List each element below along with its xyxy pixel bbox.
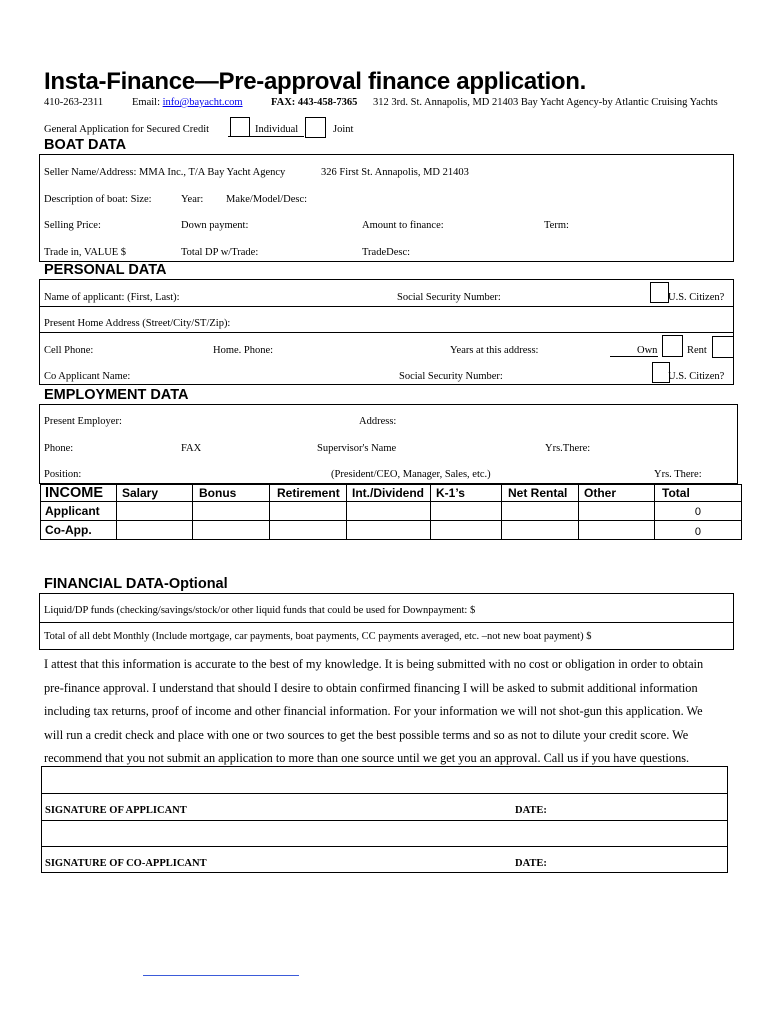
ssn-label[interactable]: Social Security Number:: [397, 292, 501, 303]
citizen-label: U.S. Citizen?: [668, 292, 725, 303]
applicant-bonus-cell[interactable]: [192, 501, 270, 521]
years-there-label-2[interactable]: Yrs. There:: [654, 469, 702, 480]
attestation-line: recommend that you not submit an application to more than one source until we get you an approval. Call us if you have questions.: [44, 751, 690, 765]
co-citizen-label: U.S. Citizen?: [668, 371, 725, 382]
years-address-label[interactable]: Years at this address:: [450, 345, 539, 356]
total-dp-label[interactable]: Total DP w/Trade:: [181, 247, 259, 258]
header-email: [132, 97, 243, 108]
other-header: Other: [584, 486, 617, 500]
table-row: [40, 501, 117, 521]
rent-checkbox[interactable]: [712, 336, 734, 358]
applicant-salary-cell[interactable]: [116, 501, 193, 521]
boat-make-label[interactable]: Make/Model/Desc:: [226, 194, 308, 205]
co-app-bonus-cell[interactable]: [192, 520, 270, 540]
trade-desc-label[interactable]: TradeDesc:: [362, 247, 411, 258]
co-ssn-label[interactable]: Social Security Number:: [399, 371, 503, 382]
amount-finance-label[interactable]: Amount to finance:: [362, 220, 444, 231]
header-address: 312 3rd. St. Annapolis, MD 21403 Bay Yacht Agency-by Atlantic Cruising Yachts: [373, 97, 718, 108]
term-label[interactable]: Term:: [544, 220, 569, 231]
seller-label: Seller Name/Address: MMA Inc., T/A Bay Yacht Agency: [44, 167, 286, 178]
attestation-line: I attest that this information is accurate to the best of my knowledge. It is being submitted with no cost or obligation in order to obtain: [44, 657, 704, 671]
table-row: [40, 520, 117, 540]
employer-address-label[interactable]: Address:: [359, 416, 397, 427]
bonus-header: Bonus: [199, 486, 237, 500]
boat-year-label[interactable]: Year:: [181, 194, 204, 205]
total-header: Total: [662, 486, 690, 500]
applicant-signature-label[interactable]: SIGNATURE OF APPLICANT: [45, 805, 187, 816]
applicant-other-cell[interactable]: [578, 501, 655, 521]
joint-label: Joint: [333, 124, 354, 135]
salary-header: Salary: [122, 486, 159, 500]
co-app-salary-cell[interactable]: [116, 520, 193, 540]
attestation-line: including tax returns, proof of income and other financial information. For your information we will not shot-gun this application. We: [44, 704, 703, 718]
individual-checkbox[interactable]: [230, 117, 250, 137]
boat-data-heading: BOAT DATA: [44, 137, 127, 153]
employer-phone-label[interactable]: Phone:: [44, 443, 74, 454]
net-rental-header: Net Rental: [508, 486, 568, 500]
co-applicant-date-label[interactable]: DATE:: [515, 858, 547, 869]
applicant-rental-cell[interactable]: [501, 501, 579, 521]
footer-divider: [143, 975, 299, 976]
co-app-total-value: 0: [694, 526, 701, 538]
employer-label[interactable]: Present Employer:: [44, 416, 122, 427]
cell-phone-label[interactable]: Cell Phone:: [44, 345, 94, 356]
co-app-rental-cell[interactable]: [501, 520, 579, 540]
boat-description-label[interactable]: Description of boat: Size:: [44, 194, 152, 205]
attestation-line: pre-finance approval. I understand that should I desire to obtain confirmed financing I will be asked to submit additional information: [44, 680, 698, 695]
supervisor-label[interactable]: Supervisor's Name: [317, 443, 397, 454]
general-application-label: General Application for Secured Credit: [44, 124, 210, 135]
trade-in-label[interactable]: Trade in, VALUE $: [44, 247, 127, 258]
co-app-row-label: Co-App.: [45, 523, 92, 537]
applicant-k1-cell[interactable]: [430, 501, 502, 521]
co-app-retirement-cell[interactable]: [269, 520, 347, 540]
co-app-k1-cell[interactable]: [430, 520, 502, 540]
applicant-total-value: 0: [694, 506, 701, 518]
email-label: Email:: [132, 97, 160, 108]
down-payment-label[interactable]: Down payment:: [181, 220, 249, 231]
header-fax: FAX: 443-458-7365: [271, 97, 358, 108]
seller-address: 326 First St. Annapolis, MD 21403: [321, 167, 469, 178]
applicant-date-label[interactable]: DATE:: [515, 805, 547, 816]
rent-label: Rent: [687, 345, 707, 356]
applicant-row-label: Applicant: [45, 504, 100, 518]
years-there-label[interactable]: Yrs.There:: [545, 443, 591, 454]
employment-data-heading: EMPLOYMENT DATA: [44, 387, 189, 403]
home-phone-label[interactable]: Home. Phone:: [213, 345, 274, 356]
dividend-header: Int./Dividend: [352, 486, 424, 500]
applicant-total-cell: [654, 501, 742, 521]
position-hint: (President/CEO, Manager, Sales, etc.): [331, 469, 491, 480]
citizen-checkbox[interactable]: [650, 282, 669, 303]
home-address-label[interactable]: Present Home Address (Street/City/ST/Zip):: [44, 318, 231, 329]
applicant-retirement-cell[interactable]: [269, 501, 347, 521]
monthly-debt-label[interactable]: Total of all debt Monthly (Include mortgage, car payments, boat payments, CC payments averaged, etc. –not new boat payment) $: [44, 631, 592, 642]
personal-data-heading: PERSONAL DATA: [44, 262, 167, 278]
k1-header: K-1’s: [436, 486, 465, 500]
retirement-header: Retirement: [277, 486, 340, 500]
co-app-other-cell[interactable]: [578, 520, 655, 540]
employer-fax-label[interactable]: FAX: [181, 443, 202, 454]
liquid-funds-label[interactable]: Liquid/DP funds (checking/savings/stock/or other liquid funds that could be used for Downpayment: $: [44, 605, 476, 616]
position-label[interactable]: Position:: [44, 469, 82, 480]
selling-price-label[interactable]: Selling Price:: [44, 220, 101, 231]
income-header: INCOME: [45, 485, 103, 501]
own-label: Own: [637, 345, 658, 356]
joint-checkbox[interactable]: [305, 117, 326, 138]
co-applicant-name-label[interactable]: Co Applicant Name:: [44, 371, 131, 382]
applicant-dividend-cell[interactable]: [346, 501, 431, 521]
co-app-dividend-cell[interactable]: [346, 520, 431, 540]
individual-label: Individual: [255, 124, 299, 135]
co-app-total-cell: [654, 520, 742, 540]
financial-data-heading: FINANCIAL DATA-Optional: [44, 576, 228, 592]
attestation-line: will run a credit check and place with one or two sources to get the best possible terms and so as not to dilute your credit score. We: [44, 727, 689, 742]
header-phone: 410-263-2311: [44, 97, 104, 108]
page-title: Insta-Finance—Pre-approval finance application.: [44, 68, 587, 95]
email-link[interactable]: info@bayacht.com: [162, 97, 243, 108]
applicant-name-label[interactable]: Name of applicant: (First, Last):: [44, 292, 180, 303]
own-checkbox[interactable]: [662, 335, 683, 357]
attestation-paragraph: [44, 653, 734, 771]
co-applicant-signature-label[interactable]: SIGNATURE OF CO-APPLICANT: [45, 858, 207, 869]
